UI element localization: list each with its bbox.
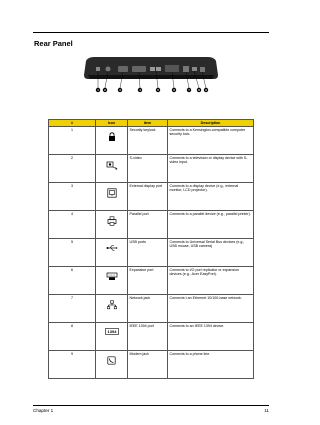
header-num: #	[49, 120, 96, 127]
callout-2: 2	[104, 88, 106, 92]
row-num: 5	[49, 238, 96, 266]
port-network	[183, 66, 189, 72]
row-icon-cell	[96, 154, 128, 182]
table-row	[49, 350, 254, 378]
row-icon-cell	[96, 182, 128, 210]
row-icon-cell	[96, 266, 128, 294]
page-number: 11	[264, 408, 269, 413]
ieee1394-icon-label: 1394	[107, 328, 116, 334]
usb-icon	[106, 244, 118, 252]
row-description: Connects to Universal Serial Bus devices (e.g., USB mouse, USB camera)	[168, 238, 254, 266]
header-rule	[33, 32, 269, 33]
table-row	[49, 238, 254, 266]
table-row	[49, 266, 254, 294]
row-item: Parallel port	[128, 210, 168, 238]
callout-3: 3	[119, 88, 121, 92]
row-num: 8	[49, 322, 96, 350]
footer-rule	[33, 405, 269, 406]
table-header-row	[49, 120, 254, 127]
row-description: Connects to a television or display device with S-video input.	[168, 154, 254, 182]
port-ieee1394	[192, 67, 197, 71]
row-num: 9	[49, 350, 96, 378]
chapter-label: Chapter 1	[33, 408, 54, 413]
table-row	[49, 126, 254, 154]
expansion-port-icon	[106, 272, 118, 281]
section-title: Rear Panel	[34, 39, 73, 48]
port-vga	[118, 66, 128, 72]
row-icon-cell	[96, 294, 128, 322]
header-icon: Icon	[96, 120, 128, 127]
row-icon-cell	[96, 126, 128, 154]
port-expansion	[165, 65, 179, 72]
row-item: USB ports	[128, 238, 168, 266]
port-modem	[200, 67, 205, 72]
row-item: Security keylock	[128, 126, 168, 154]
port-svideo	[106, 67, 111, 72]
svideo-icon	[106, 160, 118, 170]
row-item: Network jack	[128, 294, 168, 322]
port-parallel	[132, 66, 146, 72]
header-item: Item	[128, 120, 168, 127]
row-num: 6	[49, 266, 96, 294]
row-item: External display port	[128, 182, 168, 210]
callout-7: 7	[188, 88, 190, 92]
callout-9: 9	[205, 88, 207, 92]
port-keylock	[96, 67, 100, 71]
header-description: Description	[168, 120, 254, 127]
row-description: Connects to a display device (e.g., external monitor, LCD projector).	[168, 182, 254, 210]
phone-jack-icon	[107, 356, 116, 365]
callout-1: 1	[97, 88, 99, 92]
row-item: S-video	[128, 154, 168, 182]
ieee1394-icon	[105, 328, 119, 335]
port-usb-2	[156, 67, 161, 71]
rear-panel-table	[48, 119, 254, 379]
table-row	[49, 322, 254, 350]
table-row	[49, 154, 254, 182]
network-icon	[107, 300, 117, 310]
table-row	[49, 294, 254, 322]
row-description: Connects to a Kensington-compatible computer security lock.	[168, 126, 254, 154]
row-description: Connects to a parallel device (e.g., parallel printer).	[168, 210, 254, 238]
row-num: 3	[49, 182, 96, 210]
table-row	[49, 182, 254, 210]
port-usb-1	[150, 67, 155, 71]
callout-6: 6	[173, 88, 175, 92]
row-item: IEEE 1394 port	[128, 322, 168, 350]
callout-4: 4	[139, 88, 141, 92]
row-num: 1	[49, 126, 96, 154]
printer-icon	[107, 216, 117, 226]
row-num: 7	[49, 294, 96, 322]
lock-icon	[108, 132, 116, 142]
row-item: Expansion port	[128, 266, 168, 294]
row-icon-cell	[96, 350, 128, 378]
row-icon-cell	[96, 238, 128, 266]
table-row	[49, 210, 254, 238]
callout-5: 5	[157, 88, 159, 92]
row-num: 4	[49, 210, 96, 238]
row-description: Connects t an Ethernet 10/100-base network.	[168, 294, 254, 322]
row-num: 2	[49, 154, 96, 182]
monitor-icon	[107, 188, 117, 198]
row-icon-cell	[96, 210, 128, 238]
row-icon-cell	[96, 322, 128, 350]
callout-8: 8	[198, 88, 200, 92]
laptop-rear-illustration	[78, 55, 224, 95]
row-item: Modem jack	[128, 350, 168, 378]
row-description: Connects to an IEEE 1394 device.	[168, 322, 254, 350]
row-description: Connects to a phone line.	[168, 350, 254, 378]
row-description: Connects to I/O port replicator or expansion devices (e.g., Acer EasyPort).	[168, 266, 254, 294]
rear-panel-figure	[78, 55, 224, 95]
